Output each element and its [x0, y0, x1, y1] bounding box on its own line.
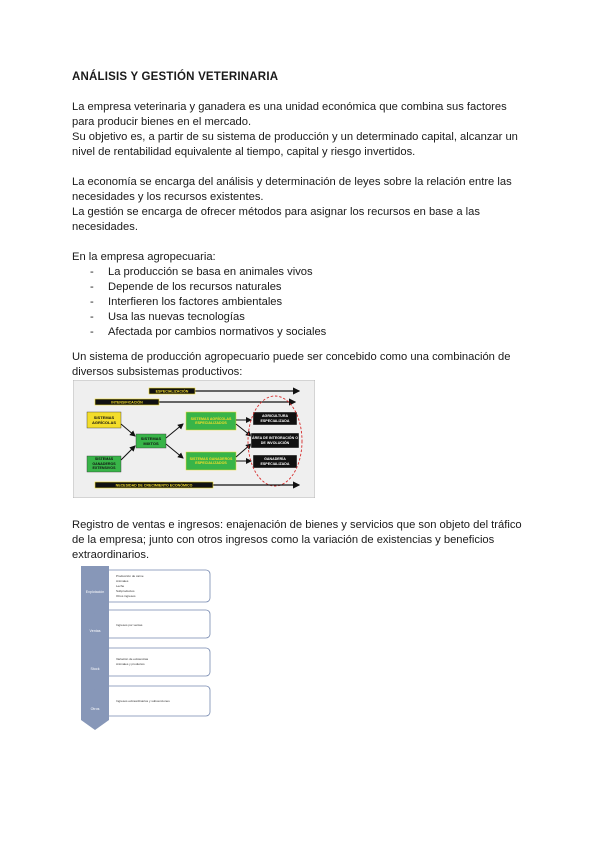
ganaderos-especializados-text: SISTEMAS GANADEROS ESPECIALIZADOS [189, 456, 233, 465]
svg-text:Animales y productos: Animales y productos [116, 662, 145, 666]
svg-text:INTENSIFICACIÓN: INTENSIFICACIÓN [111, 400, 143, 405]
sistemas-agricolas-text: SISTEMAS AGRÍCOLAS [92, 415, 116, 425]
area-integracion-text: ÁREA DE INTEGRACIÓN O DE INVOLUCIÓN [252, 436, 298, 445]
list-item: - Depende de los recursos naturales [72, 280, 532, 295]
svg-text:Leche: Leche [116, 584, 125, 588]
agricolas-especializados-text: SISTEMAS AGRÍCOLAS ESPECIALIZADOS [190, 416, 232, 425]
feature-list [72, 265, 532, 340]
paragraph-empresa: La empresa veterinaria y ganadera es una unidad económica que combina sus factores para producir bienes en el mercado. [72, 101, 507, 128]
list-item: - Interfieren los factores ambientales [72, 295, 532, 310]
page-title: ANÁLISIS Y GESTIÓN VETERINARIA [72, 71, 279, 83]
paragraph-sistema: Un sistema de producción agropecuario puede ser concebido como una combinación de diversos subsistemas productivos: [72, 351, 511, 378]
svg-text:ESPECIALIZACIÓN: ESPECIALIZACIÓN [155, 389, 189, 394]
svg-text:NECESIDAD DE CRECIMIENTO ECONÓ: NECESIDAD DE CRECIMIENTO ECONÓMICO [115, 483, 193, 488]
svg-text:Ventas: Ventas [89, 629, 101, 633]
ganaderia-especializada-text: GANADERÍA ESPECIALIZADA [260, 457, 290, 466]
production-system-diagram [73, 380, 315, 498]
svg-text:Explotación: Explotación [85, 590, 105, 594]
paragraph-gestion: La gestión se encarga de ofrecer métodos para asignar los recursos en base a las necesidades. [72, 206, 480, 233]
paragraph-objetivo: Su objetivo es, a partir de su sistema de producción y un determinado capital, alcanzar un nivel de rentabilidad equivalente al tiempo, capital y riesgo invertidos. [72, 131, 518, 158]
svg-text:Ingresos extraordinarios y sub: Ingresos extraordinarios y subvenciones [116, 699, 170, 703]
list-item: - La producción se basa en animales vivos [72, 265, 532, 280]
svg-text:Otros: Otros [90, 707, 100, 711]
svg-text:Producción de carne: Producción de carne [116, 574, 144, 578]
paragraph-registro: Registro de ventas e ingresos: enajenación de bienes y servicios que son objeto del tráfico de la empresa; junto con otros ingresos como la variación de existencias y beneficios extraordinarios. [72, 519, 522, 561]
list-item: - Usa las nuevas tecnologías [72, 310, 532, 325]
svg-text:Stock: Stock [90, 667, 100, 671]
svg-text:Subproductos: Subproductos [116, 589, 135, 593]
sistemas-mixtos-text: SISTEMAS MIXTOS [140, 436, 162, 446]
svg-text:Ingresos por ventas: Ingresos por ventas [116, 623, 143, 627]
paragraph-economia: La economía se encarga del análisis y determinación de leyes sobre la relación entre las necesidades y los recursos existentes. [72, 176, 512, 203]
svg-text:Animales: Animales [116, 579, 129, 583]
agricultura-especializada-text: AGRICULTURA ESPECIALIZADA [260, 414, 290, 423]
income-flow-diagram [76, 566, 214, 732]
list-intro: En la empresa agropecuaria: [72, 251, 216, 263]
svg-text:Otros ingresos: Otros ingresos [116, 594, 136, 598]
sistemas-ganaderos-text: SISTEMAS GANADEROS EXTENSIVOS [92, 457, 116, 471]
svg-text:Variación de existencias: Variación de existencias [116, 657, 149, 661]
list-item: - Afectada por cambios normativos y sociales [72, 325, 532, 340]
